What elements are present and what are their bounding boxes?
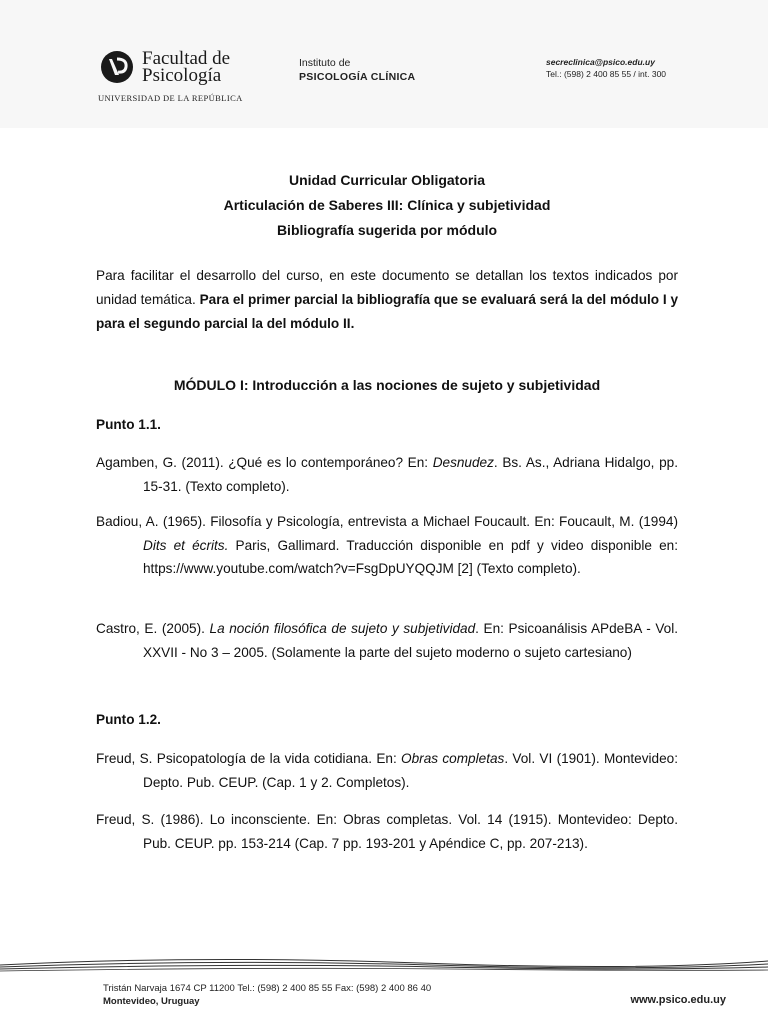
section-punto-1-2: Punto 1.2. <box>96 712 161 727</box>
faculty-logo-icon <box>100 50 134 84</box>
intro-paragraph: Para facilitar el desarrollo del curso, en este documento se detallan los textos indicados por unidad temática. Para el primer parcial la bibliografía que se evaluará será la del módulo I y para el segundo parcial la del módulo II. <box>96 268 678 331</box>
header-contact <box>546 56 666 80</box>
doc-title-1: Unidad Curricular Obligatoria <box>288 172 486 188</box>
letterhead <box>0 0 768 128</box>
reference-item: Badiou, A. (1965). Filosofía y Psicología, entrevista a Michael Foucault. En: Foucault, M. (1994) Dits et écrits. Paris, Gallimard. Traducción disponible en pdf y video disponible en: https://www.youtube.com/watch?v=FsgDpUYQQJM [2] (Texto completo). <box>96 514 678 576</box>
module-heading: MÓDULO I: Introducción a las nociones de sujeto y subjetividad <box>173 377 601 393</box>
reference-item: Agamben, G. (2011). ¿Qué es lo contemporáneo? En: Desnudez. Bs. As., Adriana Hidalgo, pp. 15-31. (Texto completo). <box>96 455 678 494</box>
footer-website-link[interactable]: www.psico.edu.uy <box>630 994 726 1006</box>
section-punto-1-1: Punto 1.1. <box>96 417 161 432</box>
footer-address: Tristán Narvaja 1674 CP 11200 Tel.: (598) 2 400 85 55 Fax: (598) 2 400 86 40 <box>103 983 432 994</box>
faculty-name: Facultad de Psicología <box>142 48 231 86</box>
contact-email[interactable]: secreclinica@psico.edu.uy <box>546 57 655 67</box>
doc-title-3: Bibliografía sugerida por módulo <box>276 222 498 238</box>
footer-city: Montevideo, Uruguay <box>103 996 200 1007</box>
institute-name: Instituto de PSICOLOGÍA CLÍNICA <box>299 57 416 83</box>
footer-decorative-lines <box>0 955 768 975</box>
doc-title-2: Articulación de Saberes III: Clínica y subjetividad <box>223 197 551 213</box>
contact-phone: Tel.: (598) 2 400 85 55 / int. 300 <box>546 69 667 79</box>
university-name: UNIVERSIDAD DE LA REPÚBLICA <box>98 93 243 103</box>
reference-item: Freud, S. Psicopatología de la vida cotidiana. En: Obras completas. Vol. VI (1901). Montevideo: Depto. Pub. CEUP. (Cap. 1 y 2. Completos). <box>96 751 679 790</box>
reference-item: Castro, E. (2005). La noción filosófica de sujeto y subjetividad. En: Psicoanálisis APdeBA - Vol. XXVII - No 3 – 2005. (Solamente la parte del sujeto moderno o sujeto cartesiano) <box>96 621 679 660</box>
reference-item: Freud, S. (1986). Lo inconsciente. En: Obras completas. Vol. 14 (1915). Montevideo: Depto. Pub. CEUP. pp. 153-214 (Cap. 7 pp. 193-201 y Apéndice C, pp. 207-213). <box>96 812 678 851</box>
